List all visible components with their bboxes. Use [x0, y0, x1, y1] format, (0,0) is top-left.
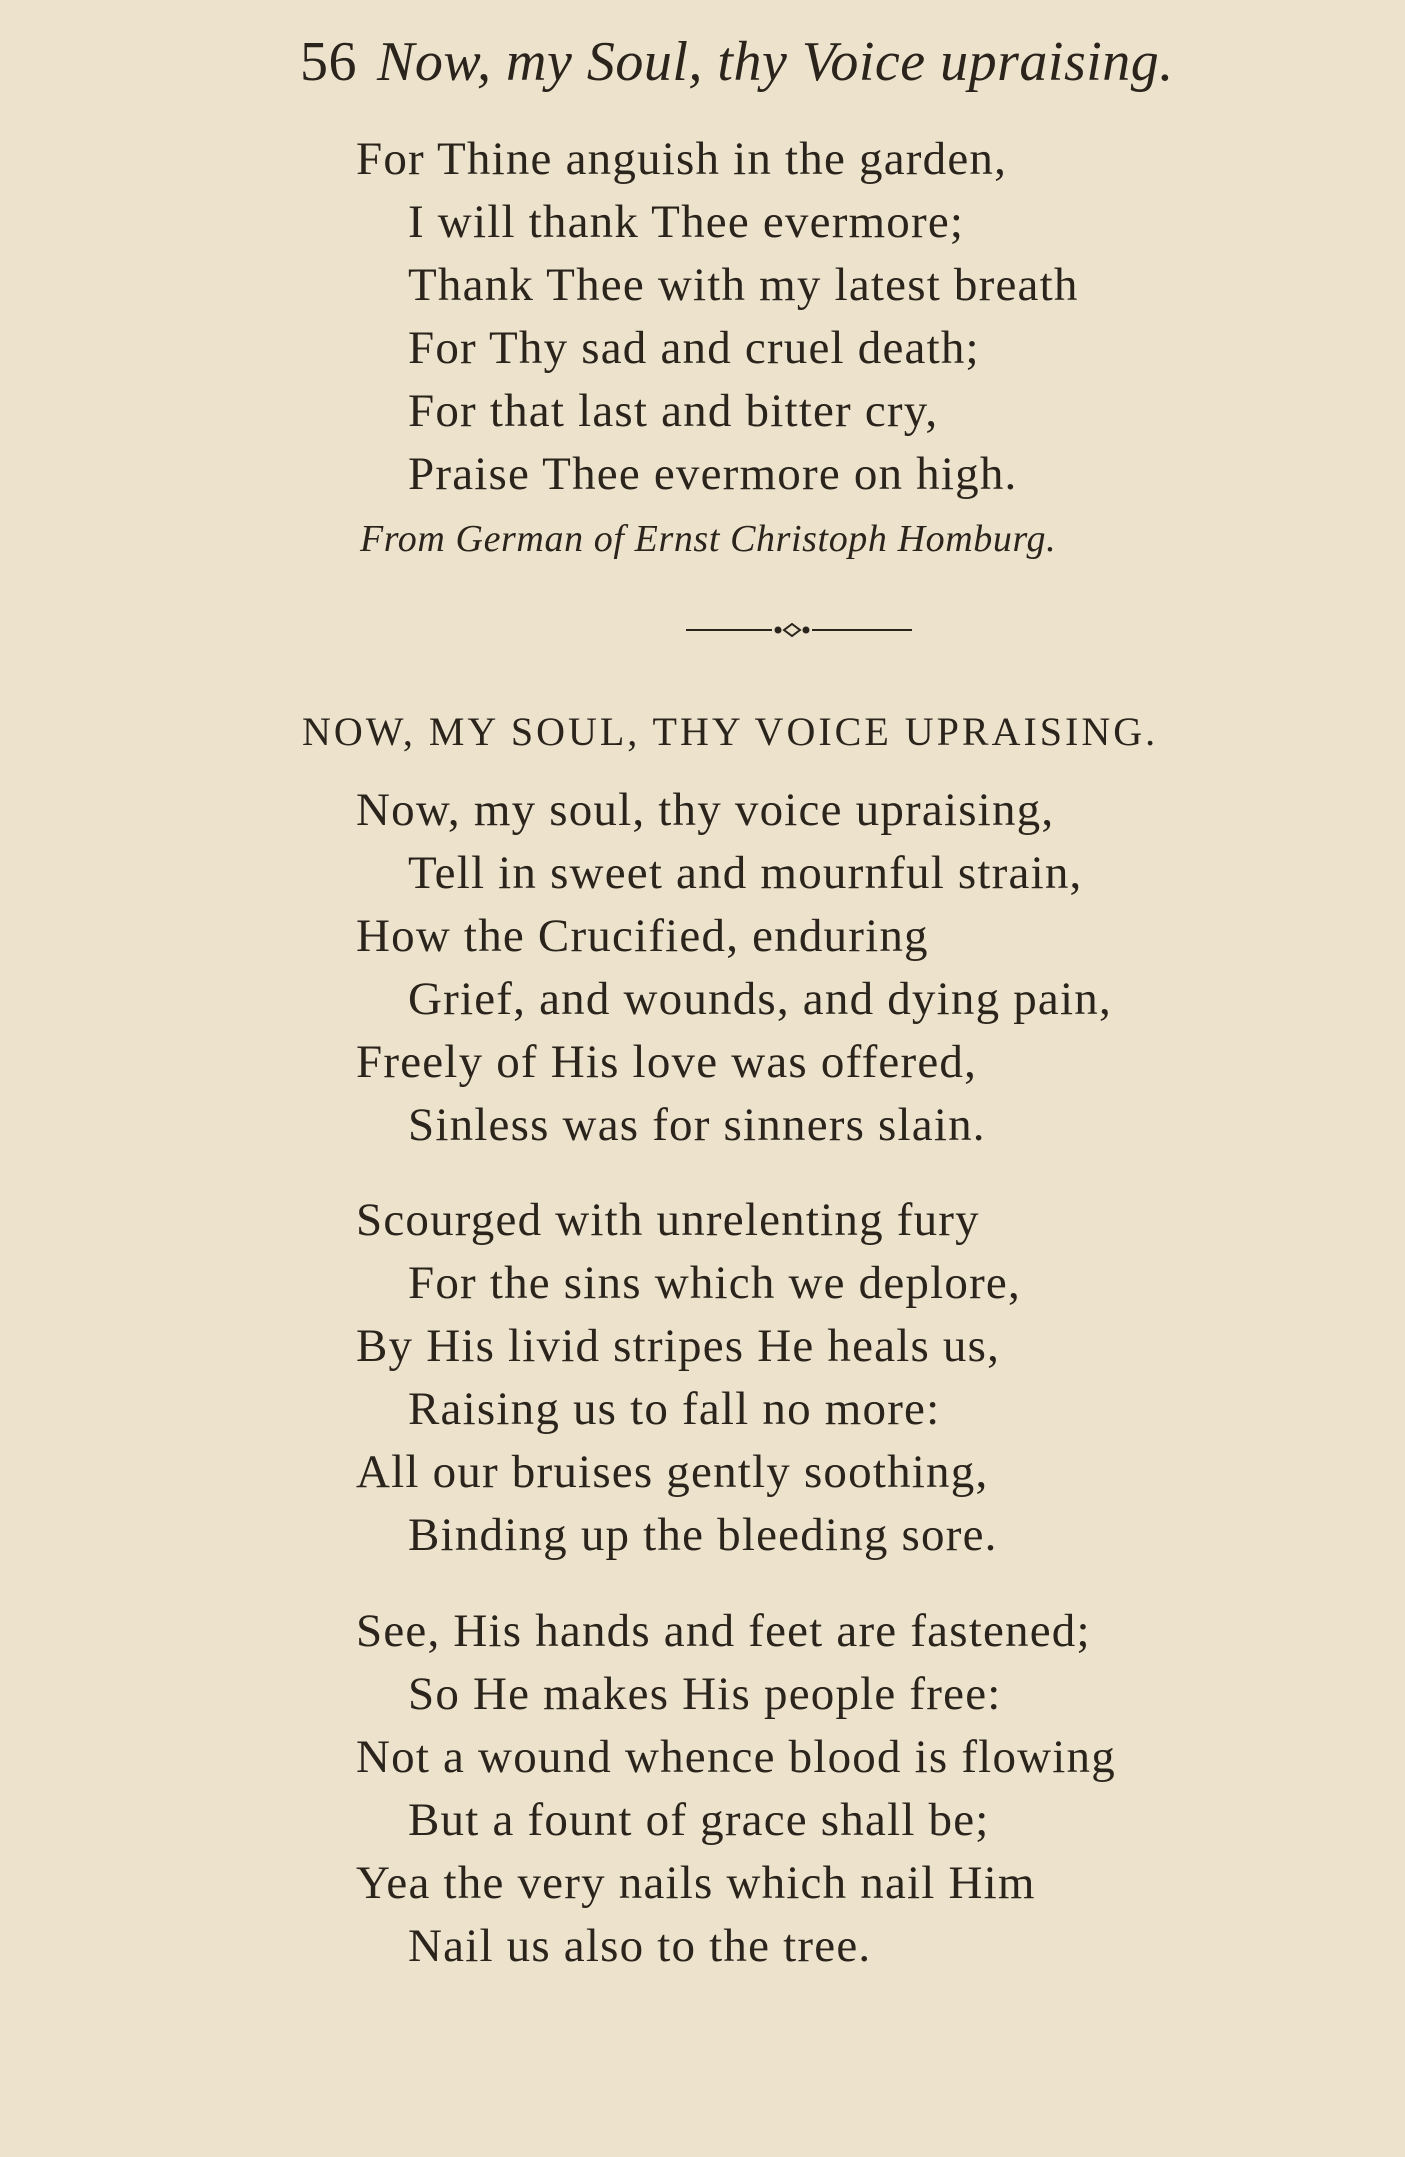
section-divider-ornament	[686, 618, 912, 642]
verse-line: Grief, and wounds, and dying pain,	[408, 973, 1112, 1025]
poem-stanza-2	[356, 1189, 1021, 1567]
verse-line: All our bruises gently soothing,	[356, 1446, 989, 1498]
verse-line: So He makes His people free:	[408, 1668, 1002, 1720]
verse-line: Scourged with unrelenting fury	[356, 1194, 980, 1246]
verse-line: For Thine anguish in the garden,	[356, 133, 1008, 185]
verse-line: By His livid stripes He heals us,	[356, 1320, 1001, 1372]
running-head	[300, 22, 1174, 102]
verse-line: Praise Thee evermore on high.	[408, 448, 1018, 500]
verse-line: I will thank Thee evermore;	[408, 196, 965, 248]
verse-line: Thank Thee with my latest breath	[408, 259, 1079, 311]
verse-line: For Thy sad and cruel death;	[408, 322, 980, 374]
attribution: From German of Ernst Christoph Homburg.	[360, 518, 1057, 560]
running-head-title: Now, my Soul, thy Voice upraising.	[377, 31, 1174, 93]
verse-line: Tell in sweet and mournful strain,	[408, 847, 1083, 899]
page-number: 56	[300, 31, 357, 93]
poem-stanza-1	[356, 779, 1112, 1157]
verse-line: Nail us also to the tree.	[408, 1920, 872, 1972]
verse-line: Sinless was for sinners slain.	[408, 1099, 986, 1151]
poem-heading: NOW, MY SOUL, THY VOICE UPRAISING.	[302, 709, 1159, 754]
poem-stanza-3	[356, 1600, 1116, 1978]
previous-poem-stanza	[356, 128, 1079, 506]
verse-line: Now, my soul, thy voice upraising,	[356, 784, 1055, 836]
verse-line: Binding up the bleeding sore.	[408, 1509, 998, 1561]
verse-line: For the sins which we deplore,	[408, 1257, 1021, 1309]
verse-line: Yea the very nails which nail Him	[356, 1857, 1036, 1909]
verse-line: Not a wound whence blood is flowing	[356, 1731, 1116, 1783]
verse-line: For that last and bitter cry,	[408, 385, 939, 437]
verse-line: Freely of His love was offered,	[356, 1036, 978, 1088]
verse-line: See, His hands and feet are fastened;	[356, 1605, 1091, 1657]
verse-line: How the Crucified, enduring	[356, 910, 929, 962]
verse-line: Raising us to fall no more:	[408, 1383, 941, 1435]
verse-line: But a fount of grace shall be;	[408, 1794, 990, 1846]
